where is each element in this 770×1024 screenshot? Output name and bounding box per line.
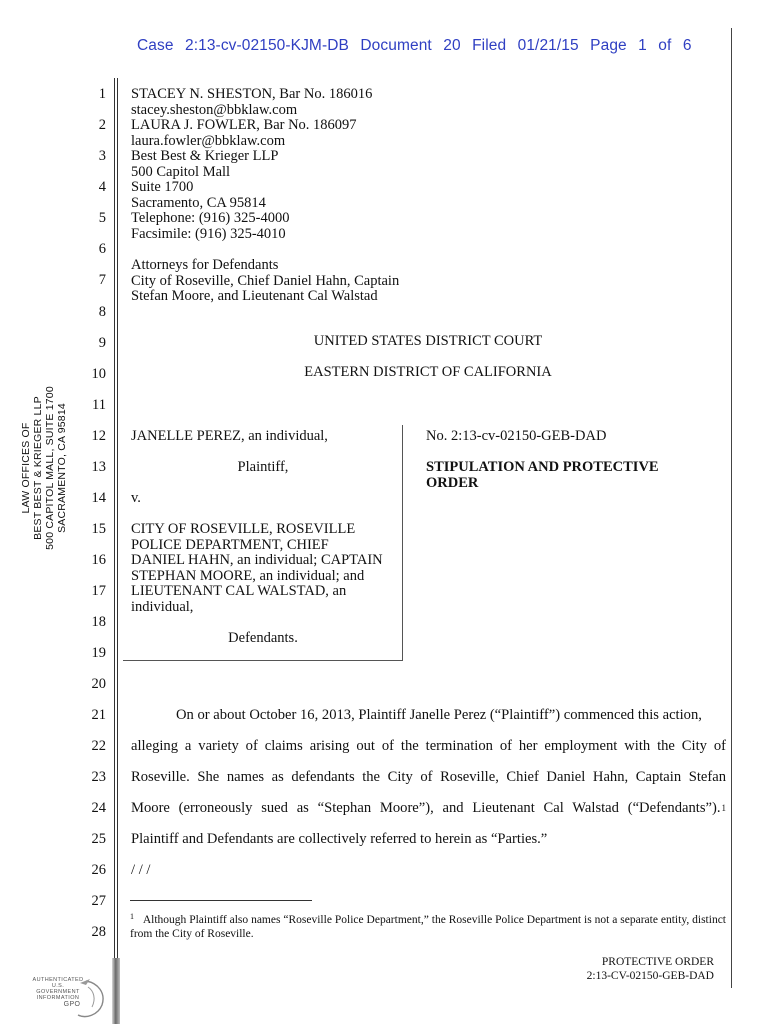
line-number: 14 [91, 490, 106, 506]
line-number: 17 [91, 583, 106, 599]
footnote-text: Although Plaintiff also names “Roseville Police Department,” the Roseville Police Department is not a separate entity, distinct from the City of Roseville. [130, 914, 726, 940]
left-margin-rule [114, 78, 115, 958]
ecf-header [137, 37, 692, 55]
line-number: 4 [98, 179, 106, 195]
defendants-line: CITY OF ROSEVILLE, ROSEVILLE [131, 521, 356, 537]
line-number: 12 [91, 428, 106, 444]
line-number: 7 [98, 272, 106, 288]
body-line-23: Roseville. She names as defendants the City of Roseville, Chief Daniel Hahn, Captain Stefan [131, 769, 726, 785]
counsel-line: Suite 1700 [131, 179, 194, 195]
defendants-line: LIEUTENANT CAL WALSTAD, an [131, 583, 347, 599]
court-district: EASTERN DISTRICT OF CALIFORNIA [304, 364, 552, 380]
right-margin-rule [731, 28, 732, 988]
footer-case-number: 2:13-CV-02150-GEB-DAD [586, 970, 714, 982]
plaintiff-label: Plaintiff, [237, 459, 289, 475]
firm-sidebar-line: BEST BEST & KRIEGER LLP [32, 396, 44, 540]
body-line-22: alleging a variety of claims arising out of the termination of her employment with the City of [131, 738, 726, 754]
caption-bottom-rule [123, 660, 403, 661]
attorneys-for-line: City of Roseville, Chief Daniel Hahn, Captain [131, 272, 400, 289]
line-number: 25 [91, 831, 106, 847]
line-number: 8 [98, 304, 106, 320]
gpo-authentication-seal [28, 975, 108, 1020]
defendants-block [131, 522, 383, 615]
case-number: No. 2:13-cv-02150-GEB-DAD [426, 428, 607, 444]
counsel-line: STACEY N. SHESTON, Bar No. 186016 [131, 86, 373, 102]
header-case-number: Case 2:13-cv-02150-KJM-DB [137, 37, 349, 54]
counsel-line: stacey.sheston@bbklaw.com [131, 101, 298, 118]
footer-title: PROTECTIVE ORDER [601, 956, 714, 968]
section-break: / / / [131, 862, 151, 878]
counsel-line: Best Best & Krieger LLP [131, 148, 279, 164]
gpo-seal-line: U.S. GOVERNMENT [36, 983, 80, 995]
line-number: 2 [98, 117, 106, 133]
attorneys-for-line: Attorneys for Defendants [131, 257, 279, 273]
counsel-line: Telephone: (916) 325-4000 [131, 210, 290, 226]
line-number: 16 [91, 552, 106, 568]
defendants-line: STEPHAN MOORE, an individual; and [131, 567, 365, 584]
line-number: 18 [91, 614, 106, 630]
attorneys-for-block [131, 258, 399, 305]
versus: v. [131, 490, 141, 506]
line-number: 6 [98, 241, 106, 257]
firm-sidebar-line: LAW OFFICES OF [20, 422, 32, 514]
line-number: 3 [98, 148, 106, 164]
counsel-line: Sacramento, CA 95814 [131, 194, 266, 211]
line-number: 13 [91, 459, 106, 475]
footnote-rule [130, 900, 312, 901]
line-number: 26 [91, 862, 106, 878]
firm-sidebar-line: 500 CAPITOL MALL, SUITE 1700 [44, 386, 56, 550]
counsel-line: laura.fowler@bbklaw.com [131, 132, 286, 149]
counsel-block [131, 87, 372, 242]
line-number: 20 [91, 676, 106, 692]
defendants-label: Defendants. [228, 630, 298, 646]
body-line-21: On or about October 16, 2013, Plaintiff Janelle Perez (“Plaintiff”) commenced this action, [176, 707, 702, 723]
line-number: 15 [91, 521, 106, 537]
body-line-24 [131, 800, 726, 816]
line-number: 9 [98, 335, 106, 351]
footnote-mark: 1 [130, 912, 134, 921]
left-margin-rule-inner [117, 78, 118, 958]
document-title-line: ORDER [426, 474, 479, 491]
footnote [130, 910, 726, 941]
document-title-line: STIPULATION AND PROTECTIVE [426, 459, 659, 475]
body-line-25: Plaintiff and Defendants are collectively referred to herein as “Parties.” [131, 831, 548, 847]
line-number: 27 [91, 893, 106, 909]
line-number: 22 [91, 738, 106, 754]
header-document: Document 20 [360, 37, 461, 54]
plaintiff-name: JANELLE PEREZ, an individual, [131, 428, 328, 444]
counsel-line: 500 Capitol Mall [131, 163, 231, 180]
gpo-seal-mark: GPO [63, 1001, 81, 1008]
header-page: Page 1 of 6 [590, 37, 692, 54]
caption-divider [402, 425, 403, 661]
counsel-line: LAURA J. FOWLER, Bar No. 186097 [131, 117, 357, 133]
document-title [426, 460, 659, 491]
court-name: UNITED STATES DISTRICT COURT [313, 333, 543, 349]
body-line-24-text: Moore (erroneously sued as “Stephan Moore”), and Lieutenant Cal Walstad (“Defendants”). [131, 800, 721, 816]
gpo-seal-line: AUTHENTICATED [32, 977, 84, 983]
line-number: 5 [98, 210, 106, 226]
line-number: 23 [91, 769, 106, 785]
gpo-seal-line: INFORMATION [36, 995, 80, 1001]
defendants-line: individual, [131, 598, 194, 615]
line-number: 24 [91, 800, 106, 816]
counsel-line: Facsimile: (916) 325-4010 [131, 225, 286, 242]
firm-sidebar [20, 386, 68, 550]
line-number: 21 [91, 707, 106, 723]
header-filed-date: Filed 01/21/15 [472, 37, 579, 54]
defendants-line: DANIEL HAHN, an individual; CAPTAIN [131, 552, 383, 568]
line-number: 28 [91, 924, 106, 940]
binding-spine [112, 958, 120, 1024]
firm-sidebar-line: SACRAMENTO, CA 95814 [56, 403, 68, 533]
line-number: 10 [91, 366, 106, 382]
page-footer [540, 955, 714, 983]
attorneys-for-line: Stefan Moore, and Lieutenant Cal Walstad [131, 288, 378, 304]
line-number: 11 [92, 397, 106, 413]
defendants-line: POLICE DEPARTMENT, CHIEF [131, 536, 329, 553]
line-number: 1 [98, 86, 106, 102]
footnote-reference[interactable]: 1 [721, 803, 726, 813]
line-number: 19 [91, 645, 106, 661]
